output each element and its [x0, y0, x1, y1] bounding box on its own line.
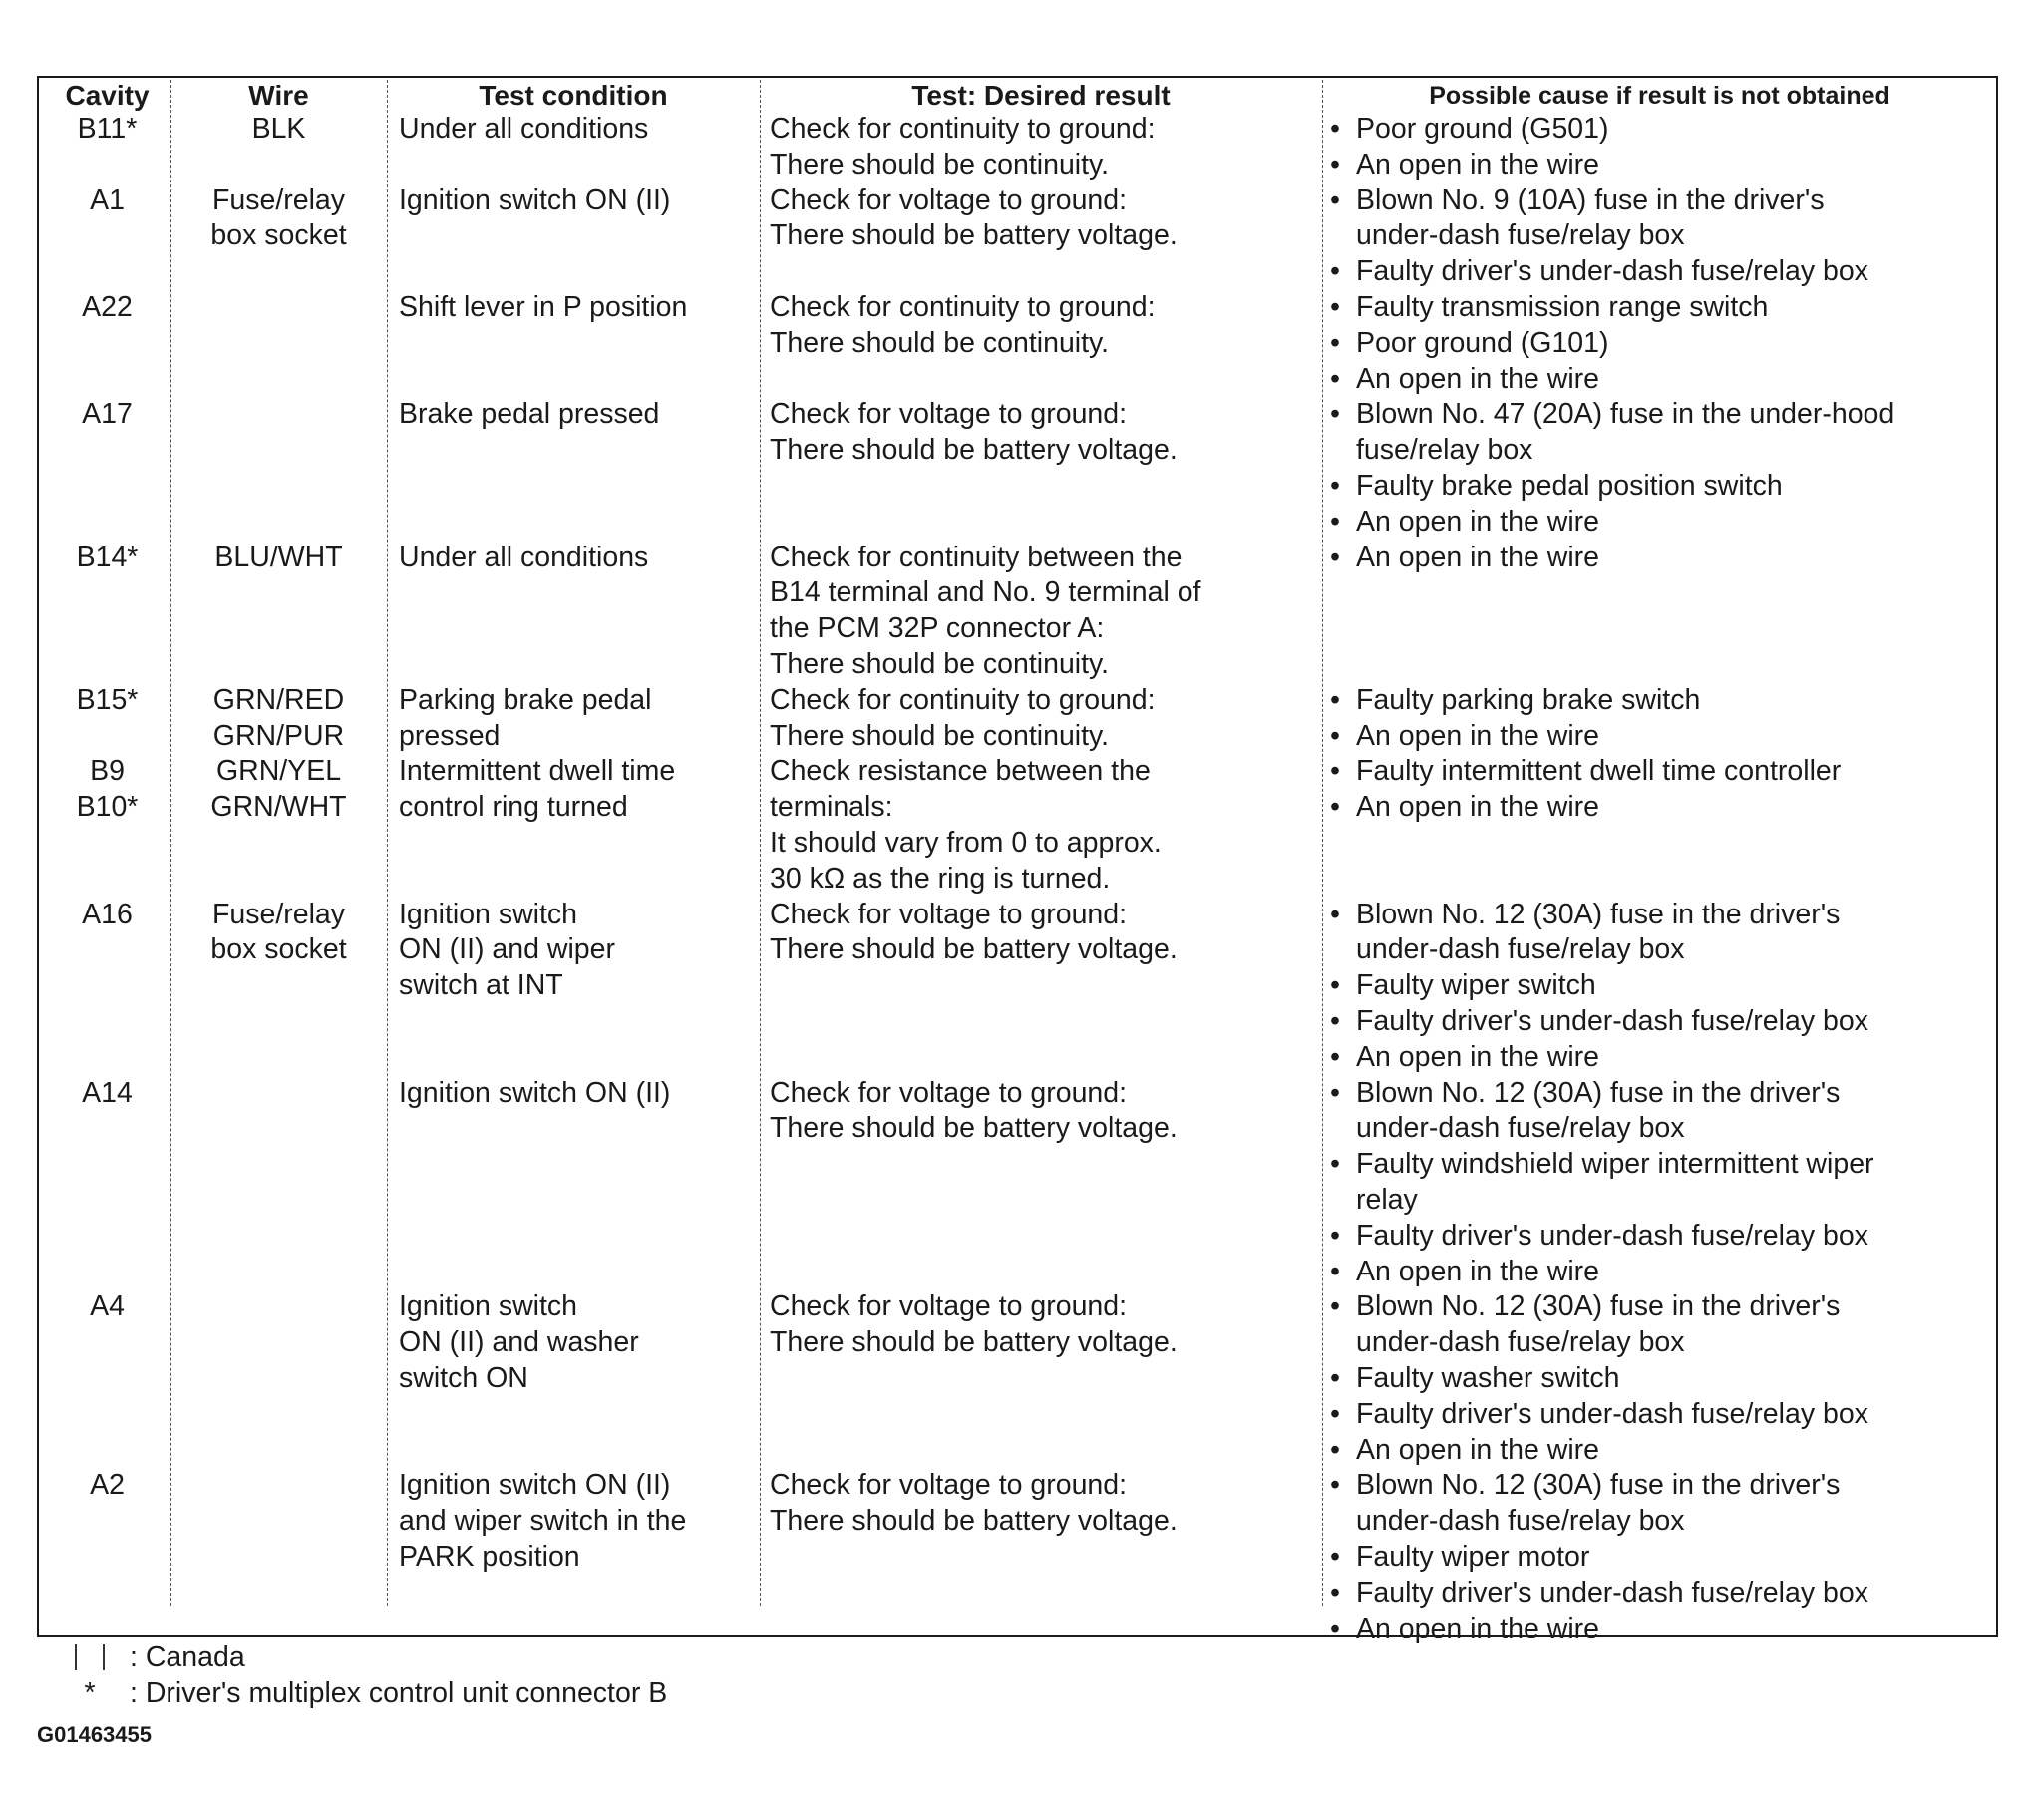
bullet-icon: •: [1330, 1612, 1340, 1644]
cause-item: [1326, 397, 1994, 469]
condition-line: Under all conditions: [399, 541, 649, 573]
header-possible-cause: Possible cause if result is not obtained: [1429, 82, 1890, 110]
result-line: There should be continuity.: [770, 326, 1110, 359]
cause-item: [1326, 469, 1994, 505]
cell-cavity: [45, 541, 170, 576]
result-line: Check for continuity to ground:: [770, 683, 1156, 716]
cause-item: [1326, 683, 1994, 719]
cause-item: [1326, 1147, 1994, 1219]
cell-condition: [399, 1076, 753, 1112]
condition-line: PARK position: [399, 1540, 580, 1573]
cause-item: [1326, 719, 1994, 755]
bullet-icon: •: [1330, 1255, 1340, 1287]
result-line: Check for voltage to ground:: [770, 1469, 1128, 1502]
cell-causes: [1326, 898, 1994, 1076]
cause-text: Blown No. 12 (30A) fuse in the driver's: [1356, 898, 1841, 930]
bullet-icon: •: [1330, 1433, 1340, 1466]
condition-line: Brake pedal pressed: [399, 398, 660, 431]
cell-causes: [1326, 754, 1994, 826]
bullet-icon: •: [1330, 1469, 1340, 1502]
cell-cavity: [45, 112, 170, 148]
result-line: Check for continuity between the: [770, 541, 1183, 573]
cell-result: [770, 683, 1318, 755]
wire-line: box socket: [210, 933, 347, 966]
condition-line: Under all conditions: [399, 113, 649, 145]
bullet-icon: •: [1330, 326, 1340, 359]
result-line: There should be battery voltage.: [770, 1505, 1178, 1538]
condition-line: switch ON: [399, 1361, 528, 1394]
bullet-icon: •: [1330, 719, 1340, 752]
cell-cavity: [45, 1076, 170, 1112]
cell-wire: [171, 183, 386, 255]
condition-line: Ignition switch ON (II): [399, 183, 671, 216]
cause-item: [1326, 1468, 1994, 1540]
result-line: There should be battery voltage.: [770, 1112, 1178, 1145]
cause-text: under-dash fuse/relay box: [1356, 933, 1685, 966]
bullet-icon: •: [1330, 1290, 1340, 1323]
cavity-line: A14: [82, 1076, 133, 1109]
cell-condition: [399, 898, 753, 1004]
cause-text: Blown No. 12 (30A) fuse in the driver's: [1356, 1469, 1841, 1502]
result-line: Check for voltage to ground:: [770, 1076, 1128, 1109]
cause-text: Faulty parking brake switch: [1356, 683, 1701, 716]
cell-cavity: [45, 183, 170, 219]
cause-text: Faulty intermittent dwell time controller: [1356, 755, 1842, 788]
cause-text: Faulty wiper motor: [1356, 1540, 1590, 1573]
cause-item: [1326, 790, 1994, 826]
result-line: Check for voltage to ground:: [770, 398, 1128, 431]
cell-causes: [1326, 183, 1994, 290]
cause-item: [1326, 254, 1994, 290]
condition-line: Ignition switch: [399, 898, 578, 930]
cause-text: An open in the wire: [1356, 1255, 1599, 1287]
cause-item: [1326, 290, 1994, 326]
condition-line: Shift lever in P position: [399, 291, 688, 323]
asterisk-symbol: *: [84, 1677, 96, 1709]
cause-item: [1326, 1076, 1994, 1148]
cause-item: [1326, 898, 1994, 969]
cause-text: fuse/relay box: [1356, 434, 1533, 467]
bullet-icon: •: [1330, 755, 1340, 788]
header-test-condition: Test condition: [479, 80, 668, 111]
cause-item: [1326, 541, 1994, 576]
bullet-icon: •: [1330, 255, 1340, 288]
cause-text: Blown No. 47 (20A) fuse in the under-hood: [1356, 398, 1895, 431]
result-line: There should be battery voltage.: [770, 434, 1178, 467]
cavity-line: A16: [82, 898, 133, 930]
condition-line: and wiper switch in the: [399, 1505, 687, 1538]
header-wire: Wire: [248, 80, 309, 111]
bullet-icon: •: [1330, 1219, 1340, 1252]
column-separator: [387, 80, 388, 1606]
cause-text: Faulty driver's under-dash fuse/relay box: [1356, 1576, 1868, 1609]
cause-text: An open in the wire: [1356, 1040, 1599, 1073]
result-line: 30 kΩ as the ring is turned.: [770, 862, 1111, 895]
wire-line: GRN/RED: [212, 683, 345, 716]
cause-text: relay: [1356, 1183, 1418, 1216]
cell-condition: [399, 1289, 753, 1396]
bullet-icon: •: [1330, 469, 1340, 502]
cause-item: [1326, 148, 1994, 183]
condition-line: control ring turned: [399, 791, 628, 824]
result-line: There should be continuity.: [770, 719, 1110, 752]
cause-item: [1326, 1576, 1994, 1612]
cell-causes: [1326, 683, 1994, 755]
cell-wire: [171, 898, 386, 969]
condition-line: Ignition switch ON (II): [399, 1076, 671, 1109]
result-line: Check for continuity to ground:: [770, 113, 1156, 145]
wire-line: BLU/WHT: [214, 541, 343, 573]
condition-line: switch at INT: [399, 969, 563, 1002]
wire-line: GRN/WHT: [210, 791, 347, 824]
bullet-icon: •: [1330, 113, 1340, 145]
cell-wire: [171, 683, 386, 755]
result-line: There should be battery voltage.: [770, 933, 1178, 966]
cause-text: An open in the wire: [1356, 791, 1599, 824]
cause-text: An open in the wire: [1356, 1612, 1599, 1644]
result-line: Check for voltage to ground:: [770, 183, 1128, 216]
cell-cavity: [45, 1289, 170, 1325]
condition-line: Ignition switch: [399, 1290, 578, 1323]
cell-cavity: [45, 397, 170, 433]
cell-causes: [1326, 1076, 1994, 1290]
wire-line: GRN/PUR: [212, 719, 345, 752]
cell-result: [770, 1468, 1318, 1540]
cell-condition: [399, 754, 753, 826]
cause-item: [1326, 1612, 1994, 1647]
result-line: the PCM 32P connector A:: [770, 612, 1105, 645]
cavity-line: A1: [90, 183, 125, 216]
cause-item: [1326, 1289, 1994, 1361]
bullet-icon: •: [1330, 1540, 1340, 1573]
cause-text: An open in the wire: [1356, 505, 1599, 538]
column-separator: [760, 80, 761, 1606]
bullet-icon: •: [1330, 1361, 1340, 1394]
cause-text: under-dash fuse/relay box: [1356, 1505, 1685, 1538]
condition-line: ON (II) and washer: [399, 1326, 639, 1359]
cavity-line: A2: [90, 1469, 125, 1502]
legend-canada-text: : Canada: [130, 1641, 245, 1673]
cell-result: [770, 397, 1318, 469]
cause-item: [1326, 1361, 1994, 1397]
cell-result: [770, 1289, 1318, 1361]
cavity-line: B11*: [77, 113, 138, 145]
result-line: Check resistance between the: [770, 755, 1151, 788]
cause-text: An open in the wire: [1356, 148, 1599, 181]
cell-wire: [171, 112, 386, 148]
cause-text: Faulty wiper switch: [1356, 969, 1596, 1002]
cause-item: [1326, 1004, 1994, 1040]
cell-cavity: [45, 898, 170, 933]
cell-condition: [399, 183, 753, 219]
cavity-line: B14*: [76, 541, 139, 573]
bullet-icon: •: [1330, 1004, 1340, 1037]
condition-line: Intermittent dwell time: [399, 755, 676, 788]
wire-line: box socket: [210, 219, 347, 252]
cause-item: [1326, 112, 1994, 148]
result-line: There should be battery voltage.: [770, 1326, 1178, 1359]
canada-bracket-icon: [75, 1644, 105, 1670]
cavity-line: A4: [90, 1290, 125, 1323]
cause-item: [1326, 1397, 1994, 1433]
cause-item: [1326, 505, 1994, 541]
column-separator: [170, 80, 171, 1606]
cause-text: Blown No. 12 (30A) fuse in the driver's: [1356, 1290, 1841, 1323]
legend-asterisk-text: : Driver's multiplex control unit connector B: [130, 1677, 668, 1709]
result-line: There should be battery voltage.: [770, 219, 1178, 252]
wire-line: Fuse/relay: [211, 183, 346, 216]
header-desired-result: Test: Desired result: [911, 80, 1171, 111]
header-cavity: Cavity: [65, 80, 150, 111]
cause-text: An open in the wire: [1356, 719, 1599, 752]
cause-text: Blown No. 9 (10A) fuse in the driver's: [1356, 183, 1825, 216]
cavity-line: A17: [82, 398, 133, 431]
cell-causes: [1326, 290, 1994, 397]
bullet-icon: •: [1330, 1148, 1340, 1181]
cause-text: under-dash fuse/relay box: [1356, 1112, 1685, 1145]
cell-causes: [1326, 541, 1994, 576]
cell-result: [770, 112, 1318, 183]
bullet-icon: •: [1330, 683, 1340, 716]
bullet-icon: •: [1330, 362, 1340, 395]
bullet-icon: •: [1330, 1397, 1340, 1430]
cause-text: under-dash fuse/relay box: [1356, 219, 1685, 252]
cell-condition: [399, 112, 753, 148]
cause-item: [1326, 1540, 1994, 1576]
cause-item: [1326, 968, 1994, 1004]
cell-condition: [399, 541, 753, 576]
cell-causes: [1326, 112, 1994, 183]
bullet-icon: •: [1330, 398, 1340, 431]
condition-line: pressed: [399, 719, 501, 752]
bullet-icon: •: [1330, 148, 1340, 181]
cause-item: [1326, 326, 1994, 362]
result-line: terminals:: [770, 791, 893, 824]
wire-line: Fuse/relay: [211, 898, 346, 930]
cause-text: Poor ground (G101): [1356, 326, 1609, 359]
cell-result: [770, 183, 1318, 255]
cause-text: An open in the wire: [1356, 541, 1599, 573]
cause-text: Faulty windshield wiper intermittent wiper: [1356, 1148, 1874, 1181]
bullet-icon: •: [1330, 791, 1340, 824]
bullet-icon: •: [1330, 1576, 1340, 1609]
cavity-line: B15*: [76, 683, 139, 716]
bullet-icon: •: [1330, 183, 1340, 216]
cause-text: Faulty washer switch: [1356, 1361, 1620, 1394]
result-line: B14 terminal and No. 9 terminal of: [770, 576, 1201, 609]
cell-condition: [399, 1468, 753, 1575]
cell-result: [770, 541, 1318, 683]
cause-item: [1326, 183, 1994, 255]
cause-text: Faulty transmission range switch: [1356, 291, 1769, 323]
cell-cavity: [45, 290, 170, 326]
bullet-icon: •: [1330, 898, 1340, 930]
cause-text: Poor ground (G501): [1356, 113, 1609, 145]
cause-text: Faulty driver's under-dash fuse/relay box: [1356, 255, 1868, 288]
wire-line: BLK: [251, 113, 306, 145]
cause-item: [1326, 1040, 1994, 1076]
cell-result: [770, 754, 1318, 897]
bullet-icon: •: [1330, 1040, 1340, 1073]
cause-item: [1326, 754, 1994, 790]
cell-causes: [1326, 397, 1994, 540]
bullet-icon: •: [1330, 1076, 1340, 1109]
cell-causes: [1326, 1289, 1994, 1468]
cell-wire: [171, 541, 386, 576]
document-code: G01463455: [37, 1722, 152, 1747]
cell-condition: [399, 683, 753, 755]
cell-condition: [399, 290, 753, 326]
cause-text: Faulty brake pedal position switch: [1356, 469, 1783, 502]
bullet-icon: •: [1330, 969, 1340, 1002]
cause-item: [1326, 1433, 1994, 1469]
legend-asterisk: [50, 1675, 667, 1711]
cell-cavity: [45, 754, 170, 826]
bullet-icon: •: [1330, 541, 1340, 573]
condition-line: ON (II) and wiper: [399, 933, 615, 966]
cause-text: An open in the wire: [1356, 362, 1599, 395]
column-separator: [1322, 80, 1323, 1606]
cell-condition: [399, 397, 753, 433]
cavity-line: A22: [82, 291, 133, 323]
cause-text: Blown No. 12 (30A) fuse in the driver's: [1356, 1076, 1841, 1109]
cause-text: Faulty driver's under-dash fuse/relay box: [1356, 1004, 1868, 1037]
result-line: It should vary from 0 to approx.: [770, 826, 1162, 859]
cell-result: [770, 898, 1318, 969]
cause-text: under-dash fuse/relay box: [1356, 1326, 1685, 1359]
result-line: Check for voltage to ground:: [770, 898, 1128, 930]
cause-item: [1326, 1255, 1994, 1290]
cell-cavity: [45, 1468, 170, 1504]
cause-text: An open in the wire: [1356, 1433, 1599, 1466]
result-line: Check for continuity to ground:: [770, 291, 1156, 323]
cell-result: [770, 1076, 1318, 1148]
cell-wire: [171, 754, 386, 826]
bullet-icon: •: [1330, 291, 1340, 323]
cause-text: Faulty driver's under-dash fuse/relay box: [1356, 1219, 1868, 1252]
result-line: Check for voltage to ground:: [770, 1290, 1128, 1323]
legend-canada: [50, 1639, 245, 1675]
bullet-icon: •: [1330, 505, 1340, 538]
cause-item: [1326, 1219, 1994, 1255]
cell-causes: [1326, 1468, 1994, 1646]
result-line: There should be continuity.: [770, 148, 1110, 181]
wire-line: GRN/YEL: [215, 755, 342, 788]
cavity-line: B10*: [76, 791, 139, 824]
condition-line: Ignition switch ON (II): [399, 1469, 671, 1502]
cell-result: [770, 290, 1318, 362]
cavity-line: B9: [90, 755, 125, 788]
cell-cavity: [45, 683, 170, 719]
cause-item: [1326, 362, 1994, 398]
result-line: There should be continuity.: [770, 647, 1110, 680]
cause-text: Faulty driver's under-dash fuse/relay box: [1356, 1397, 1868, 1430]
condition-line: Parking brake pedal: [399, 683, 652, 716]
